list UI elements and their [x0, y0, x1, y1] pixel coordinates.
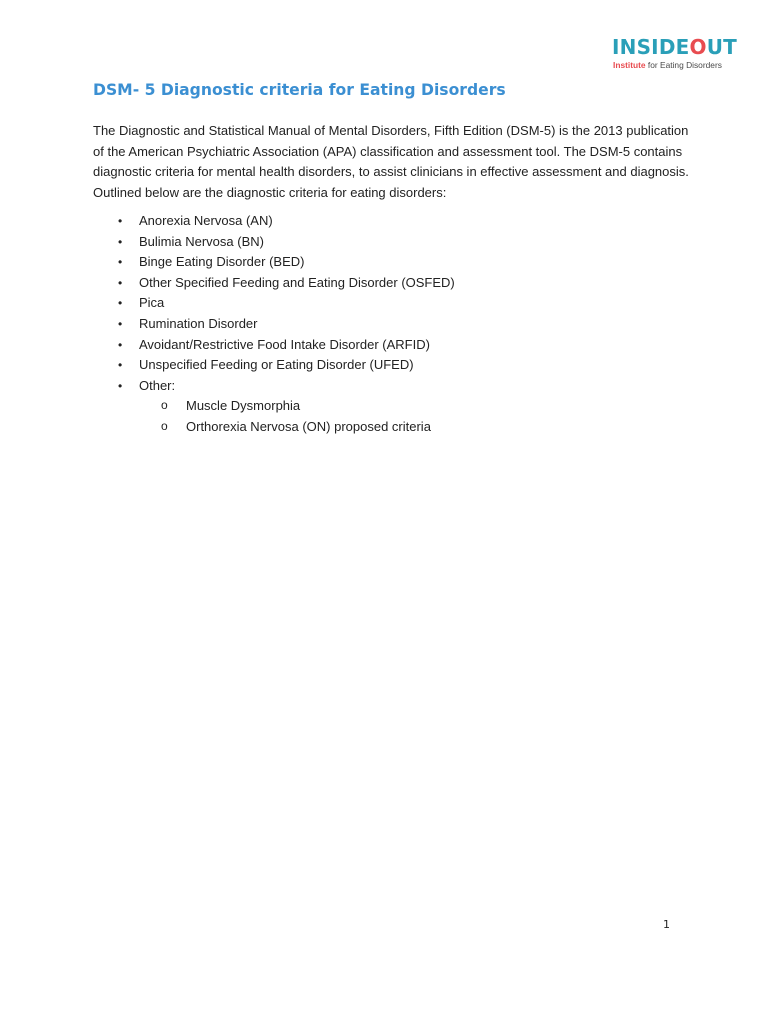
other-sublist [139, 396, 693, 437]
list-item [93, 273, 693, 294]
list-item-label: Other: [139, 377, 176, 393]
list-item-label: Pica [139, 295, 165, 311]
document-title: DSM- 5 Diagnostic criteria for Eating Disorders [93, 81, 506, 99]
sublist-item [139, 417, 693, 438]
sublist-item-label: Muscle Dysmorphia [186, 398, 301, 414]
list-item [93, 355, 693, 376]
list-item [93, 232, 693, 253]
list-item [93, 314, 693, 335]
bullet-icon: • [118, 378, 123, 393]
logo-tagline [613, 60, 722, 70]
list-item [93, 293, 693, 314]
list-item-label: Bulimia Nervosa (BN) [139, 233, 264, 249]
intro-paragraph: The Diagnostic and Statistical Manual of Mental Disorders, Fifth Edition (DSM-5) is the 2013 publication of the American Psychiatric Association (APA) classification and assessment tool. The DSM-5 contains diagnostic criteria for mental health disorders, to assist clinicians in effective assessment and diagnosis. Outlined below are the diagnostic criteria for eating disorders: [93, 123, 689, 200]
disorder-list [93, 211, 693, 438]
sublist-item [139, 396, 693, 417]
list-item-label: Binge Eating Disorder (BED) [139, 254, 305, 270]
page-number: 1 [663, 918, 670, 931]
list-item-label: Rumination Disorder [139, 315, 258, 331]
logo-word-ut: UT [706, 35, 737, 59]
list-item-label: Unspecified Feeding or Eating Disorder (UFED) [139, 357, 414, 373]
sub-bullet-icon: o [161, 398, 168, 413]
list-item-label: Anorexia Nervosa (AN) [139, 213, 273, 228]
list-item [93, 252, 693, 273]
list-item [93, 211, 693, 232]
sub-bullet-icon: o [161, 418, 168, 433]
bullet-icon: • [118, 316, 123, 331]
bullet-icon: • [118, 234, 123, 249]
logo-tagline-rest: for Eating Disorders [645, 60, 722, 70]
bullet-icon: • [118, 296, 123, 311]
sublist-item-label: Orthorexia Nervosa (ON) proposed criteria [186, 418, 431, 434]
logo-wordmark [612, 36, 737, 58]
logo-tagline-bold: Institute [613, 60, 646, 70]
list-item [93, 335, 693, 356]
bullet-icon: • [118, 255, 123, 270]
bullet-icon: • [118, 337, 123, 352]
insideout-logo [612, 35, 737, 72]
list-item-label: Other Specified Feeding and Eating Disorder (OSFED) [139, 274, 455, 290]
bullet-icon: • [118, 275, 123, 290]
logo-word-o: O [689, 35, 707, 59]
list-item [93, 376, 693, 438]
bullet-icon: • [118, 358, 123, 373]
bullet-icon: • [118, 214, 123, 228]
logo-word-inside: INSIDE [612, 35, 690, 59]
list-item-label: Avoidant/Restrictive Food Intake Disorder (ARFID) [139, 336, 430, 352]
